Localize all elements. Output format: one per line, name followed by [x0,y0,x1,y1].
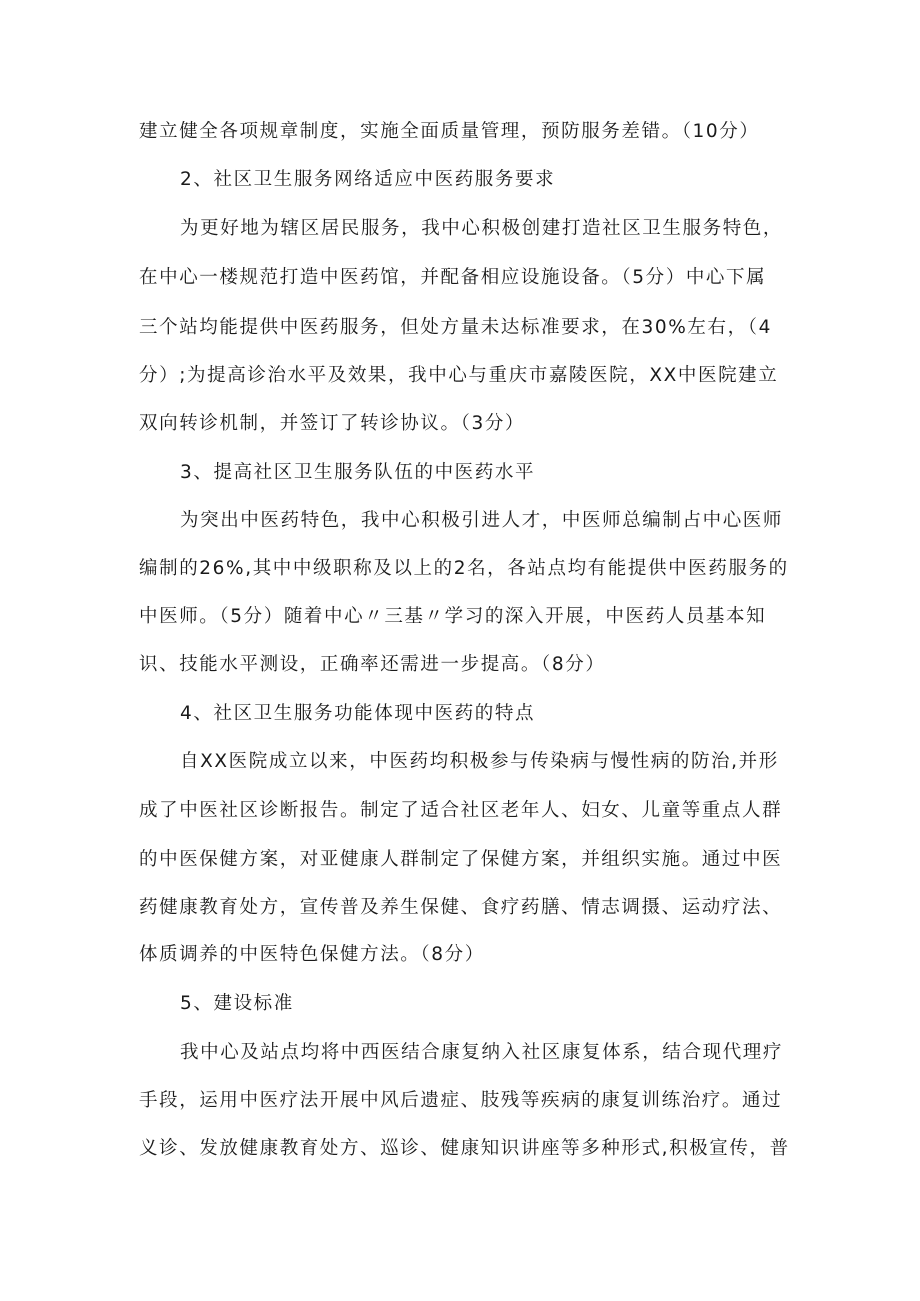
section-heading-4: 4、社区卫生服务功能体现中医药的特点 [180,703,536,724]
section-heading-5: 5、建设标准 [180,993,294,1014]
body-line-6: 分）;为提高诊治水平及效果，我中心与重庆市嘉陵医院，XX中医院建立 [139,365,779,386]
body-line-11: 中医师。（5分）随着中心〃三基〃学习的深入开展，中医药人员基本知 [139,606,767,627]
body-line-5: 三个站均能提供中医药服务，但处方量未达标准要求，在30%左右，（4 [139,317,772,338]
body-line-10: 编制的26%,其中中级职称及以上的2名，各站点均有能提供中医药服务的 [139,558,789,579]
body-line-20: 我中心及站点均将中西医结合康复纳入社区康复体系，结合现代理疗 [180,1042,784,1063]
section-heading-2: 2、社区卫生服务网络适应中医药服务要求 [180,169,556,190]
body-line-9: 为突出中医药特色，我中心积极引进人才，中医师总编制占中心医师 [180,510,784,531]
body-line-17: 药健康教育处方，宣传普及养生保健、食疗药膳、情志调摄、运动疗法、 [139,897,783,918]
body-line-18: 体质调养的中医特色保健方法。（8分） [139,944,485,965]
body-line-1: 建立健全各项规章制度，实施全面质量管理，预防服务差错。（10分） [139,121,760,142]
body-line-12: 识、技能水平测设，正确率还需进一步提高。（8分） [139,654,606,675]
section-heading-3: 3、提高社区卫生服务队伍的中医药水平 [180,462,536,483]
body-line-22: 义诊、发放健康教育处方、巡诊、健康知识讲座等多种形式,积极宣传，普 [139,1138,790,1159]
body-line-14: 自XX医院成立以来，中医药均积极参与传染病与慢性病的防治,并形 [180,751,779,772]
body-line-21: 手段，运用中医疗法开展中风后遗症、肢残等疾病的康复训练治疗。通过 [139,1090,783,1111]
body-line-4: 在中心一楼规范打造中医药馆，并配备相应设施设备。（5分）中心下属 [139,267,767,288]
body-line-15: 成了中医社区诊断报告。制定了适合社区老年人、妇女、儿童等重点人群 [139,800,783,821]
body-line-3: 为更好地为辖区居民服务，我中心积极创建打造社区卫生服务特色， [180,218,784,239]
body-line-7: 双向转诊机制，并签订了转诊协议。（3分） [139,413,526,434]
body-line-16: 的中医保健方案，对亚健康人群制定了保健方案，并组织实施。通过中医 [139,849,783,870]
